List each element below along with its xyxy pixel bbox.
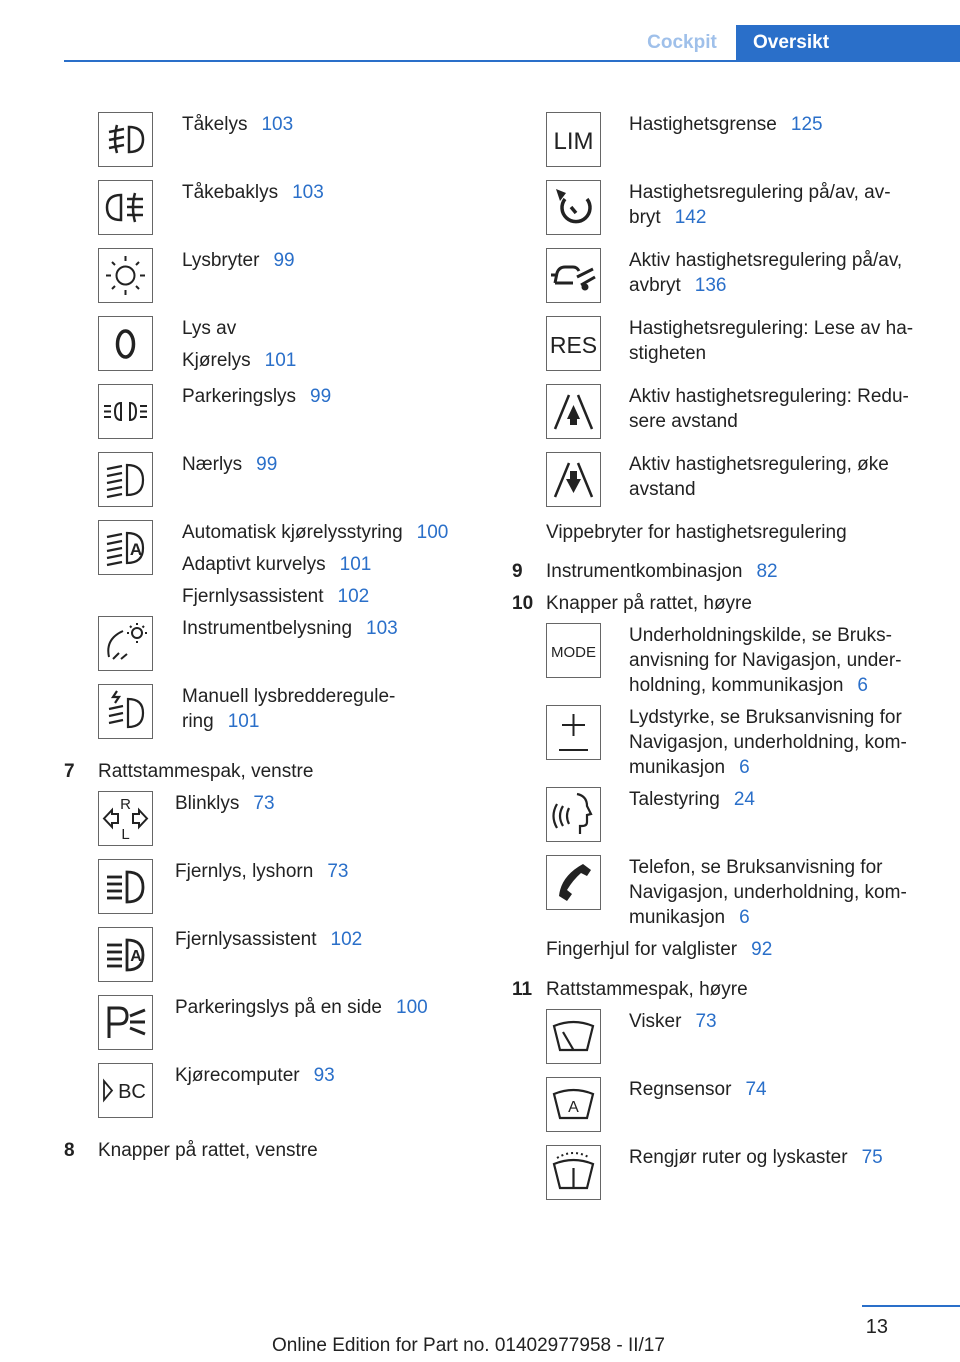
page-ref[interactable]: 142 [674,207,707,228]
lys-av-entry [182,316,236,341]
page-number: 13 [865,1316,888,1338]
kjorelys-entry [182,348,296,373]
mode-line1: Underholdningskilde, se Bruks- [629,625,892,646]
lyd-line1: Lydstyrke, se Bruksanvisning for [629,707,902,728]
active-cruise-control-icon [546,248,601,303]
aktiv-line1: Aktiv hastighetsregulering på/av, [629,250,903,271]
label: Blinklys [175,793,240,814]
page-ref[interactable]: 6 [739,757,750,778]
edition-footer: Online Edition for Part no. 01402977958 - II/17 [272,1335,665,1356]
lim-icon-text: LIM [553,128,594,155]
label: munikasjon [629,757,726,778]
label: Parkeringslys på en side [175,997,382,1018]
rain-icon-letter: A [568,1099,579,1116]
label: munikasjon [629,907,726,928]
rear-fog-light-icon [98,180,153,235]
page-ref[interactable]: 100 [396,997,428,1018]
lights-off-icon [98,316,153,371]
page-ref[interactable]: 136 [694,275,727,296]
rain-sensor-icon [546,1077,601,1132]
tab-cockpit[interactable]: Cockpit [647,32,717,53]
label: Automatisk kjørelysstyring [182,522,403,543]
hastighetsgrense-entry [629,112,823,137]
visker-entry [629,1009,717,1034]
fjernlysassistent-a-entry [182,584,369,609]
page-ref[interactable]: 73 [253,793,275,814]
page-ref[interactable]: 99 [256,454,278,475]
hreg-line1: Hastighetsregulering på/av, av- [629,182,891,203]
blinklys-entry [175,791,275,816]
label: Rengjør ruter og lyskaster [629,1147,848,1168]
label: Lysbryter [182,250,260,271]
label: Fjernlysassistent [182,586,324,607]
label: Kjørelys [182,350,251,371]
cruise-control-icon [546,180,601,235]
lyd-entry [629,755,750,780]
redusere-line1: Aktiv hastighetsregulering: Redu- [629,386,909,407]
page-ref[interactable]: 125 [790,114,823,135]
page-ref[interactable]: 82 [756,561,778,582]
high-beam-assistant-icon [98,927,153,982]
page-ref[interactable]: 102 [337,586,370,607]
page-ref[interactable]: 75 [861,1147,883,1168]
voice-control-icon [546,787,601,842]
low-beam-icon [98,452,153,507]
reduce-distance-icon [546,384,601,439]
mode-line2: anvisning for Navigasjon, under- [629,650,902,671]
footer-rule [862,1305,960,1307]
naerlys-entry [182,452,277,477]
resume-speed-icon [546,316,601,371]
res-line2: stigheten [629,343,707,364]
label: Hastighetsgrense [629,114,777,135]
high-beam-icon [98,859,153,914]
tel-line1: Telefon, se Bruksanvisning for [629,857,883,878]
label: Tåkelys [182,114,248,135]
label: Adaptivt kurvelys [182,554,326,575]
page-ref[interactable]: 102 [330,929,363,950]
label: avbryt [629,275,681,296]
manuell-entry [182,709,259,734]
page-ref[interactable]: 6 [857,675,868,696]
label: Kjørecomputer [175,1065,300,1086]
vippebryter-text: Vippebryter for hastighetsregulering [546,522,847,543]
side-parking-light-icon [98,995,153,1050]
instrument-lighting-icon [98,616,153,671]
label: Parkeringslys [182,386,297,407]
item-9-entry [546,559,778,584]
label: Fjernlys, lyshorn [175,861,314,882]
increase-distance-icon [546,452,601,507]
label: holdning, kommunikasjon [629,675,844,696]
label: Visker [629,1011,682,1032]
aktiv-entry [629,273,726,298]
page-ref[interactable]: 99 [310,386,332,407]
speed-limit-icon [546,112,601,167]
board-computer-icon [98,1063,153,1118]
taakebaklys-entry [182,180,324,205]
label: Talestyring [629,789,720,810]
page-ref[interactable]: 99 [273,250,295,271]
tel-line2: Navigasjon, underholdning, kom- [629,882,907,903]
page-ref[interactable]: 100 [416,522,449,543]
bc-icon-text: BC [118,1081,146,1103]
washer-icon [546,1145,601,1200]
mode-icon [546,623,601,678]
page-ref[interactable]: 73 [327,861,349,882]
page-ref[interactable]: 103 [261,114,294,135]
turn-signal-icon [98,791,153,846]
assist-icon-letter: A [130,948,142,965]
fjernlys-entry [175,859,348,884]
adaptivt-entry [182,552,371,577]
item-number-10: 10 [512,593,534,614]
page-ref[interactable]: 101 [264,350,297,371]
label: Nærlys [182,454,243,475]
parkeringslys-side-entry [175,995,428,1020]
auto-icon-letter: A [129,540,143,559]
item-7-title: Rattstammespak, venstre [98,761,314,782]
fjernlysassistent-b-entry [175,927,362,952]
item-10-title: Knapper på rattet, høyre [546,593,752,614]
talestyring-entry [629,787,755,812]
kjorecomputer-entry [175,1063,335,1088]
redusere-line2: sere avstand [629,411,738,432]
page-ref[interactable]: 101 [339,554,372,575]
page-ref[interactable]: 73 [695,1011,717,1032]
fingerhjul-entry [546,937,772,962]
item-number-8: 8 [64,1140,75,1161]
regnsensor-entry [629,1077,767,1102]
item-11-title: Rattstammespak, høyre [546,979,748,1000]
rengjor-entry [629,1145,883,1170]
phone-icon [546,855,601,910]
page-ref[interactable]: 103 [366,618,398,639]
mode-entry [629,673,868,698]
tel-entry [629,905,750,930]
label: Fjernlysassistent [175,929,317,950]
label: Instrumentbelysning [182,618,353,639]
light-switch-icon [98,248,153,303]
item-8-title: Knapper på rattet, venstre [98,1140,318,1161]
page-ref[interactable]: 92 [751,939,773,960]
item-number-9: 9 [512,561,523,582]
taakelys-entry [182,112,293,137]
lyd-line2: Navigasjon, underholdning, kom- [629,732,907,753]
label: ring [182,711,214,732]
page-ref[interactable]: 74 [745,1079,767,1100]
hreg-entry [629,205,706,230]
page-ref[interactable]: 103 [292,182,324,203]
oke-line1: Aktiv hastighetsregulering, øke [629,454,889,475]
parkeringslys-entry [182,384,331,409]
page-ref[interactable]: 6 [739,907,750,928]
label: Regnsensor [629,1079,732,1100]
label: Tåkebaklys [182,182,279,203]
label: bryt [629,207,661,228]
oke-line2: avstand [629,479,696,500]
item-number-11: 11 [512,979,533,1000]
parking-light-icon [98,384,153,439]
blink-icon-l: L [121,826,130,843]
label: Fingerhjul for valglister [546,939,738,960]
mode-icon-text: MODE [551,644,596,661]
blink-icon-r: R [120,796,131,813]
instrumentbelysning-entry [182,616,398,641]
lysbryter-entry [182,248,295,273]
page-ref[interactable]: 93 [313,1065,335,1086]
page-ref[interactable]: 24 [733,789,755,810]
res-icon-text: RES [549,332,598,358]
page-ref[interactable]: 101 [227,711,260,732]
manuell-line1: Manuell lysbredderegule- [182,686,396,707]
label: Lys av [182,318,237,339]
fog-light-icon [98,112,153,167]
auto-headlight-icon [98,520,153,575]
label: Instrumentkombinasjon [546,561,743,582]
res-line1: Hastighetsregulering: Lese av ha- [629,318,914,339]
headlight-range-icon [98,684,153,739]
wiper-icon [546,1009,601,1064]
item-number-7: 7 [64,761,75,782]
volume-icon [546,705,601,760]
auto-kjorelys-entry [182,520,448,545]
header-rule [64,60,960,62]
tab-oversikt[interactable]: Oversikt [736,25,960,61]
